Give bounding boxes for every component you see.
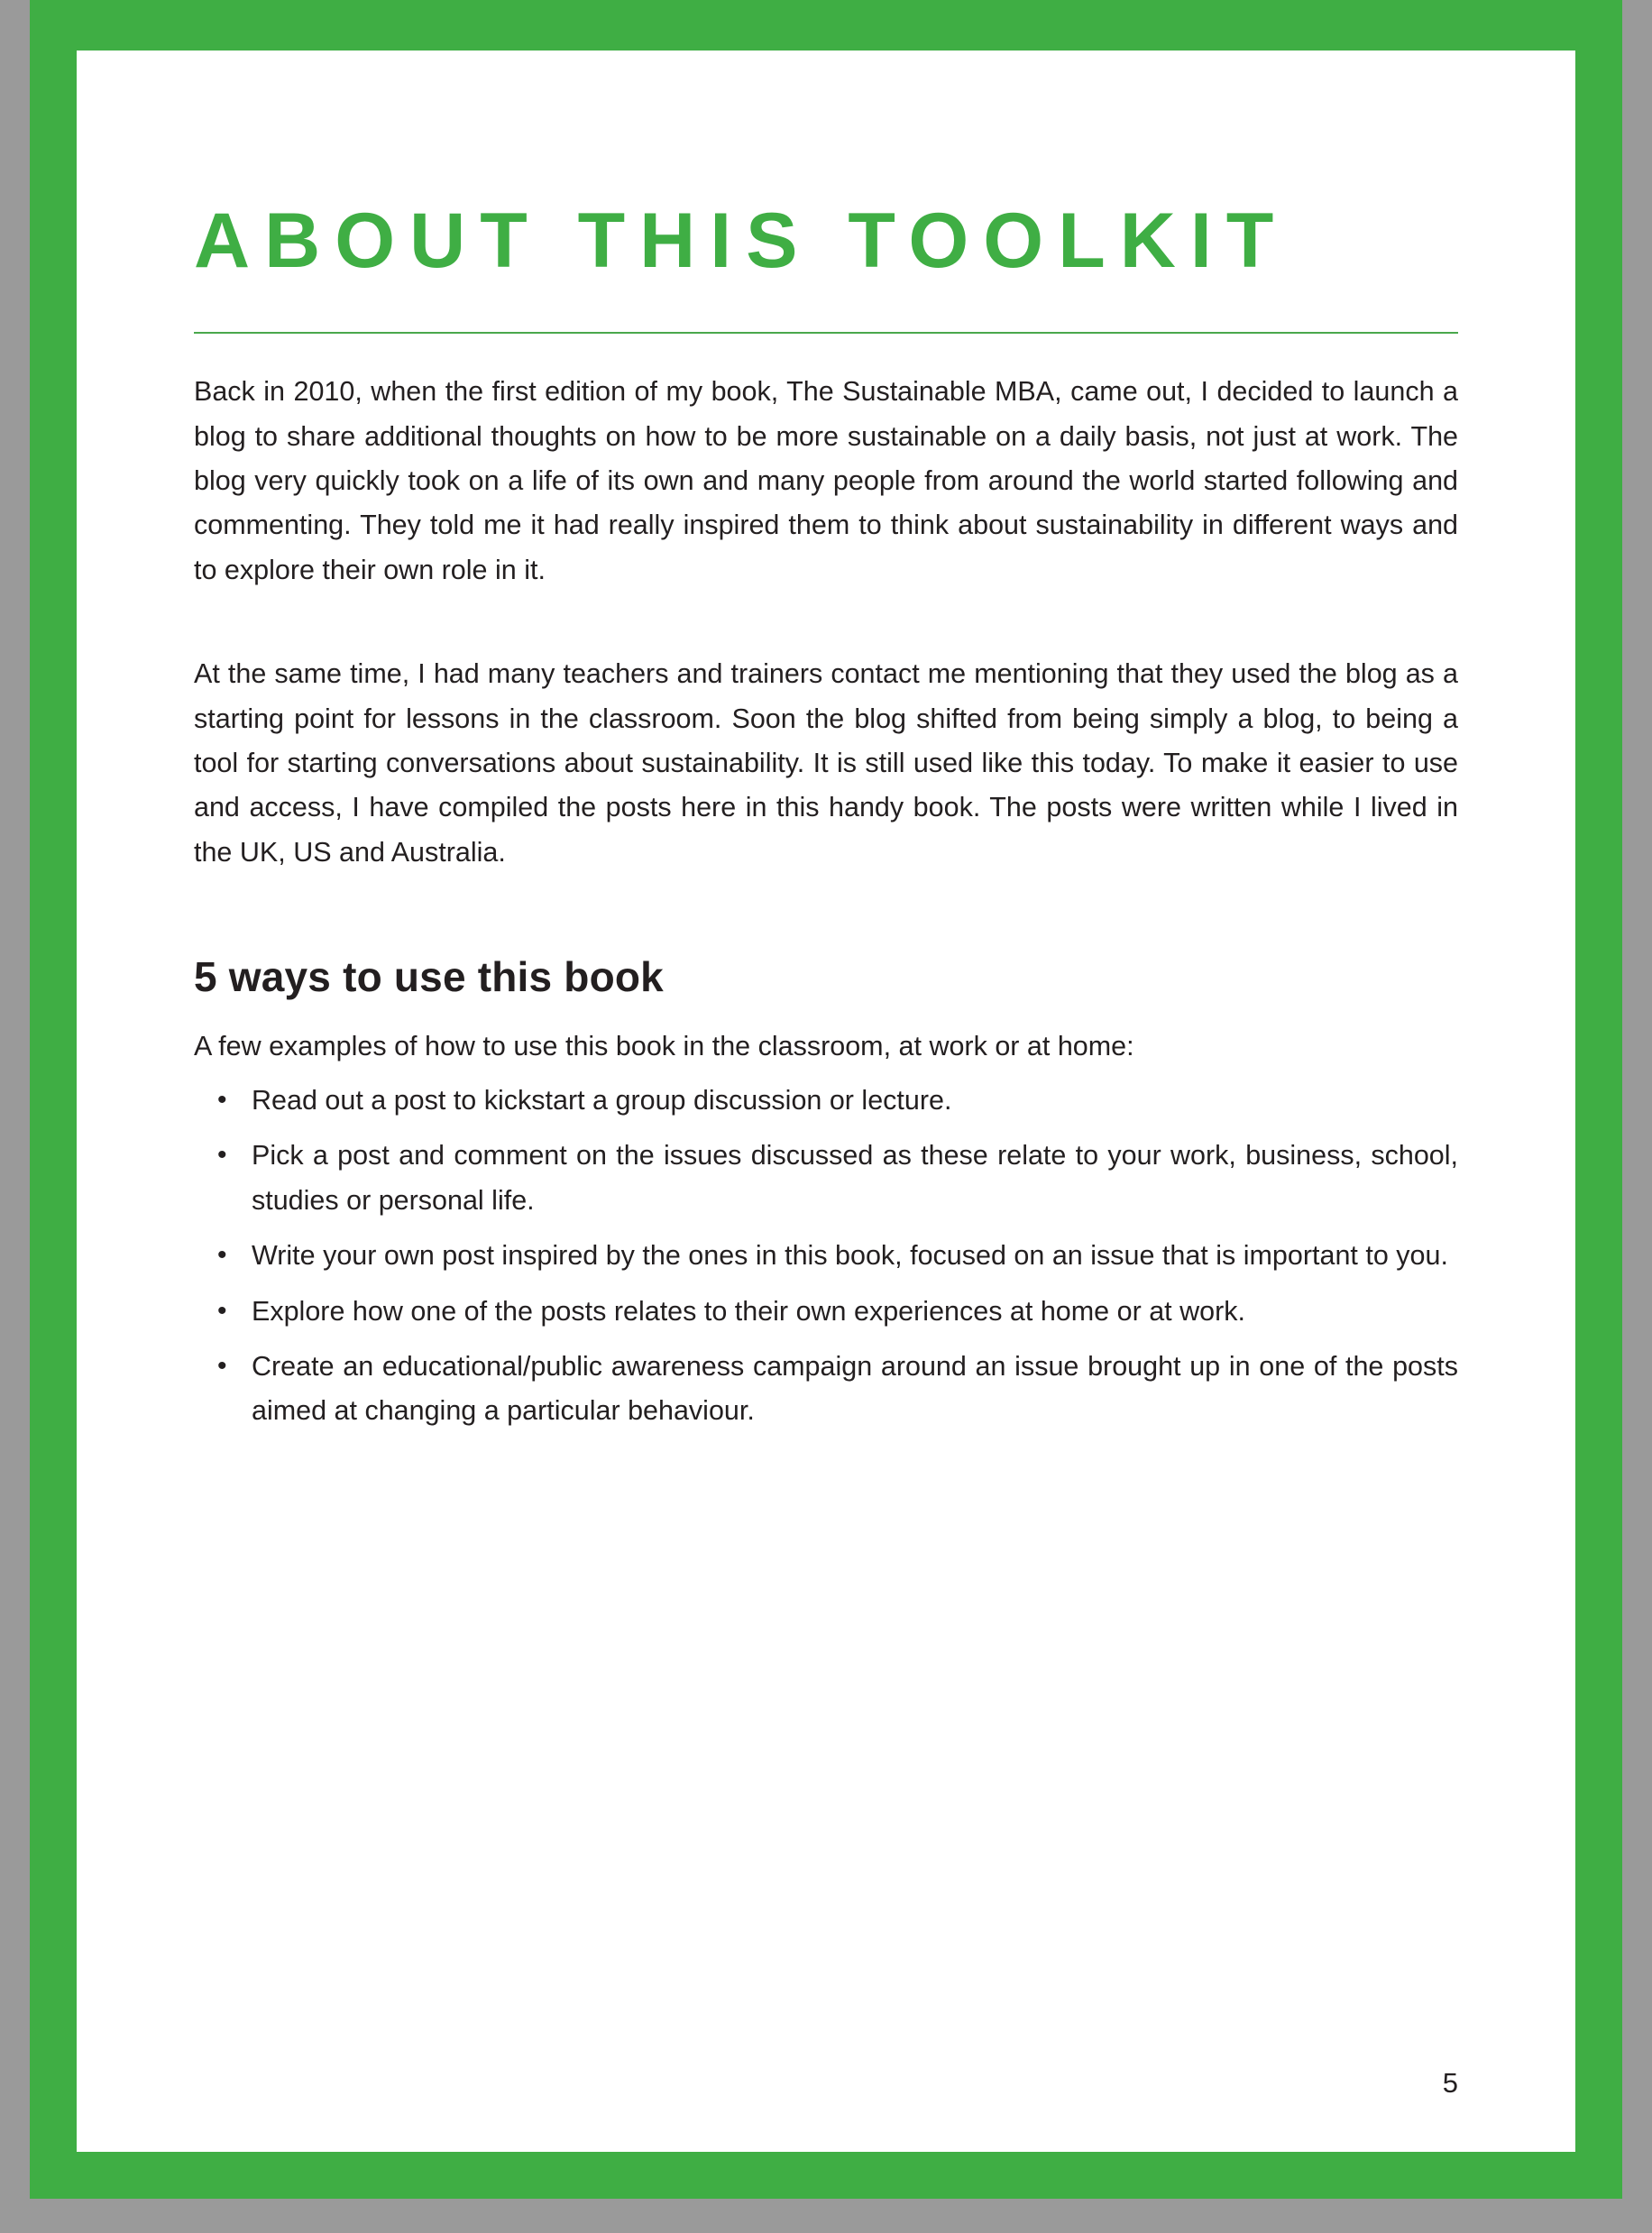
intro-paragraph-2: At the same time, I had many teachers and trainers contact me mentioning that they used the blog as a starting point for lessons in the classroom. Soon the blog shifted from being simply a blog, to being a tool for starting conversations about sustainability. It is still used like this today. To make it easier to use and access, I have compiled the posts here in this handy book. The posts were written while I lived in the UK, US and Australia. — [194, 658, 1458, 868]
list-item: • Write your own post inspired by the ones in this book, focused on an issue that is important to you. — [246, 1234, 1458, 1278]
list-item: • Explore how one of the posts relates to their own experiences at home or at work. — [246, 1290, 1458, 1334]
list-item: • Read out a post to kickstart a group discussion or lecture. — [246, 1079, 1458, 1123]
page-number: 5 — [1442, 2067, 1458, 2099]
intro-paragraph-1: Back in 2010, when the first edition of my book, The Sustainable MBA, came out, I decided to launch a blog to share additional thoughts on how to be more sustainable on a daily basis, not just at work. The blog very quickly took on a life of its own and many people from around the world started following and commenting. They told me it had really inspired them to think about sustainability in different ways and to explore their own role in it. — [194, 376, 1458, 585]
list-item: • Pick a post and comment on the issues discussed as these relate to your work, business, school, studies or personal life. — [246, 1134, 1458, 1223]
usage-list — [194, 1079, 1458, 1434]
page-title: ABOUT THIS TOOLKIT — [194, 198, 1289, 284]
section-lead-text: A few examples of how to use this book in the classroom, at work or at home: — [194, 1031, 1134, 1062]
title-divider — [194, 332, 1458, 334]
list-item: • Create an educational/public awareness campaign around an issue brought up in one of the posts aimed at changing a particular behaviour. — [246, 1345, 1458, 1434]
section-heading-five-ways: 5 ways to use this book — [194, 953, 664, 1001]
document-page — [30, 0, 1622, 2199]
page-content-area — [77, 51, 1575, 2152]
